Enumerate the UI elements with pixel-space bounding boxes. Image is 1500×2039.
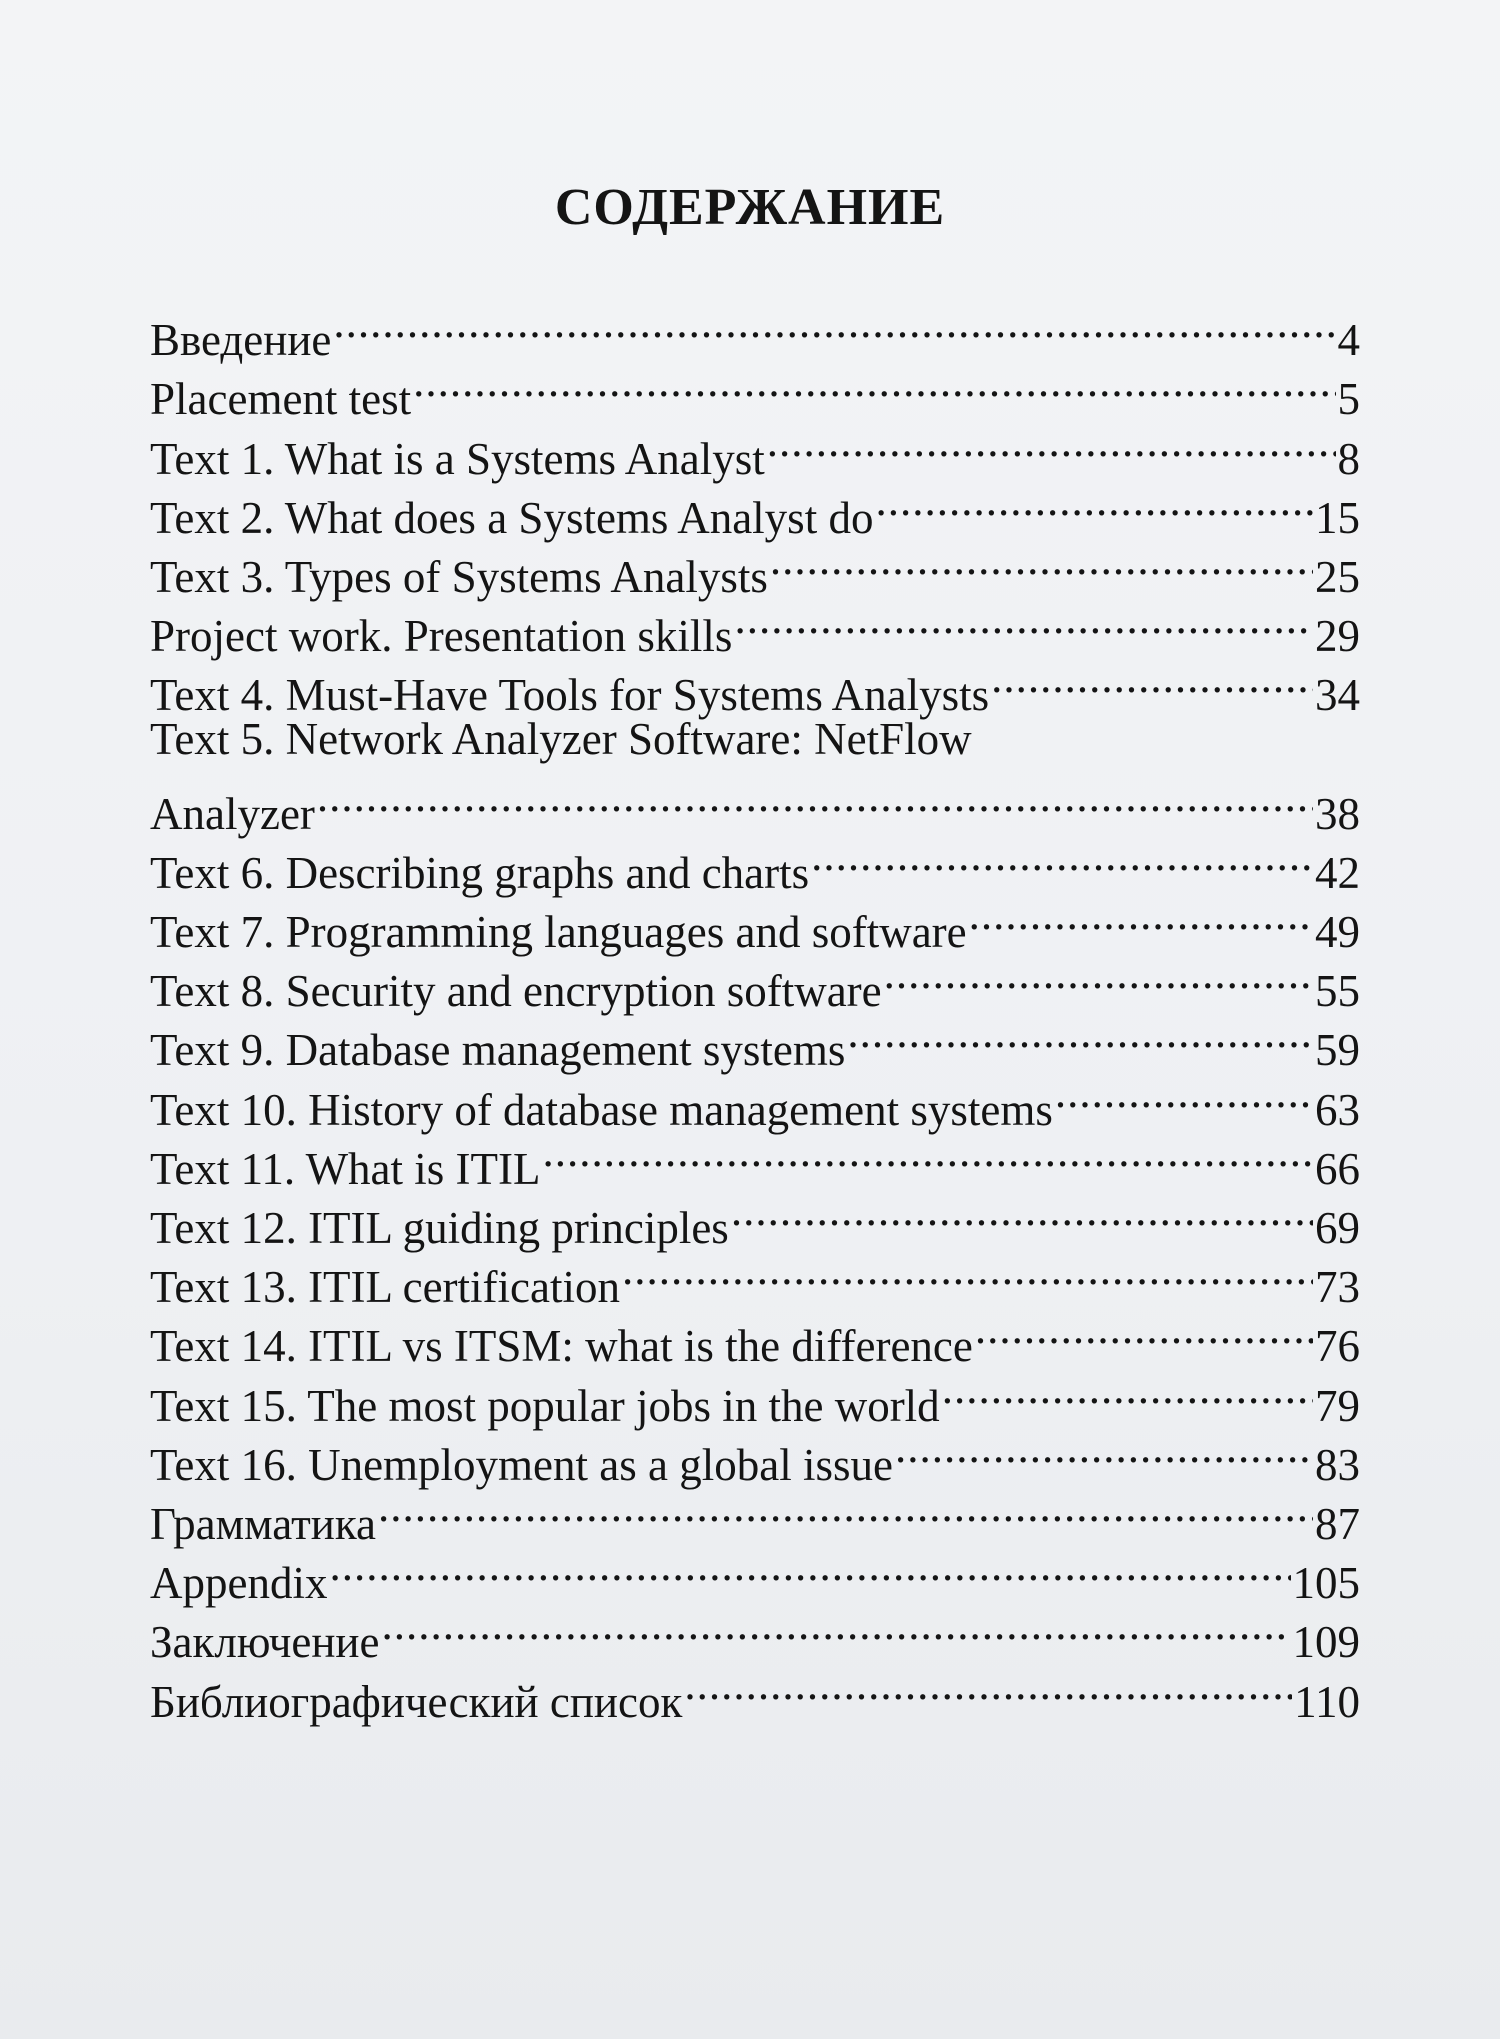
toc-entry-page: 76 <box>1315 1321 1360 1372</box>
toc-entry-label: Text 3. Types of Systems Analysts <box>150 551 768 602</box>
dot-leader <box>381 1598 1290 1657</box>
toc-entry-page: 8 <box>1337 433 1360 484</box>
toc-entry-page: 66 <box>1315 1143 1360 1194</box>
toc-entry-page: 29 <box>1315 611 1360 662</box>
toc-entry-page: 110 <box>1294 1676 1360 1727</box>
dot-leader <box>811 829 1313 888</box>
toc-entry-label: Text 8. Security and encryption software <box>150 966 882 1017</box>
toc-entry-page: 25 <box>1315 551 1360 602</box>
toc-entry-page: 15 <box>1315 492 1360 543</box>
dot-leader <box>543 1125 1314 1184</box>
dot-leader <box>622 1243 1313 1302</box>
toc-entry-appendix <box>150 1539 1360 1609</box>
dot-leader <box>378 1480 1313 1539</box>
toc-entry-conclusion <box>150 1598 1360 1668</box>
toc-entry-label: Text 13. ITIL certification <box>150 1262 620 1313</box>
dot-leader <box>1055 1065 1313 1124</box>
toc-entry-page: 42 <box>1315 847 1360 898</box>
dot-leader <box>413 355 1335 414</box>
dot-leader <box>329 1539 1290 1598</box>
toc-entry-page: 79 <box>1315 1380 1360 1431</box>
toc-entry-label: Text 6. Describing graphs and charts <box>150 847 810 898</box>
dot-leader <box>875 474 1313 533</box>
toc-entry-page: 4 <box>1337 315 1360 366</box>
toc-entry-page: 109 <box>1292 1617 1360 1668</box>
toc-entry-page: 59 <box>1315 1025 1360 1076</box>
dot-leader <box>895 1421 1313 1480</box>
toc-entry-label: Text 15. The most popular jobs in the world <box>150 1380 940 1431</box>
toc-entry-page: 55 <box>1315 966 1360 1017</box>
dot-leader <box>684 1657 1292 1716</box>
toc-entry-label-continued: Analyzer <box>150 788 315 839</box>
toc-entry-text-6 <box>150 829 1360 898</box>
dot-leader <box>317 770 1313 829</box>
toc-entry-page: 83 <box>1315 1439 1360 1490</box>
dot-leader <box>991 651 1313 710</box>
toc-entry-page: 49 <box>1315 907 1360 958</box>
toc-entry-page: 63 <box>1315 1084 1360 1135</box>
table-of-contents <box>150 296 1360 1727</box>
toc-entry-introduction <box>150 296 1360 366</box>
dot-leader <box>333 296 1335 355</box>
toc-entry-label: Text 12. ITIL guiding principles <box>150 1203 729 1253</box>
toc-entry-label: Text 10. History of database management systems <box>150 1084 1053 1135</box>
toc-entry-page: 87 <box>1315 1498 1360 1549</box>
dot-leader <box>969 888 1313 947</box>
toc-entry-text-5-line-1 <box>150 710 1360 769</box>
dot-leader <box>770 533 1313 592</box>
dot-leader <box>731 1184 1313 1243</box>
toc-entry-placement-test <box>150 355 1360 425</box>
dot-leader <box>975 1302 1313 1361</box>
toc-entry-page: 38 <box>1315 788 1360 839</box>
toc-entry-label: Заключение <box>150 1617 380 1668</box>
toc-entry-label: Text 1. What is a Systems Analyst <box>150 433 765 484</box>
toc-entry-label: Text 16. Unemployment as a global issue <box>150 1439 893 1490</box>
dot-leader <box>734 592 1313 651</box>
toc-entry-label: Text 7. Programming languages and software <box>150 907 967 958</box>
toc-entry-label: Грамматика <box>150 1498 377 1549</box>
dot-leader <box>942 1361 1313 1420</box>
toc-entry-label: Введение <box>150 315 332 366</box>
toc-entry-label: Project work. Presentation skills <box>150 611 733 662</box>
toc-entry-label: Text 9. Database management systems <box>150 1025 846 1076</box>
page-title: СОДЕРЖАНИЕ <box>554 179 946 236</box>
toc-entry-label: Text 4. Must-Have Tools for Systems Analysts <box>150 670 990 721</box>
toc-entry-page: 34 <box>1315 670 1360 721</box>
toc-entry-label: Text 14. ITIL vs ITSM: what is the difference <box>150 1321 973 1372</box>
dot-leader <box>884 947 1313 1006</box>
toc-entry-text-5-line-2 <box>150 770 1360 839</box>
toc-entry-label: Placement test <box>150 374 412 425</box>
toc-entry-label: Text 2. What does a Systems Analyst do <box>150 492 874 543</box>
toc-entry-label: Text 11. What is ITIL <box>150 1143 541 1194</box>
toc-entry-page: 5 <box>1337 374 1360 425</box>
toc-entry-page: 69 <box>1315 1203 1360 1253</box>
toc-entry-label: Appendix <box>150 1558 328 1609</box>
dot-leader <box>767 414 1336 473</box>
toc-entry-page: 105 <box>1292 1558 1360 1609</box>
toc-entry-page: 73 <box>1315 1262 1360 1313</box>
dot-leader <box>847 1006 1313 1065</box>
toc-entry-label: Библиографический список <box>150 1676 683 1727</box>
toc-entry-label: Text 5. Network Analyzer Software: NetFlow <box>150 714 972 765</box>
